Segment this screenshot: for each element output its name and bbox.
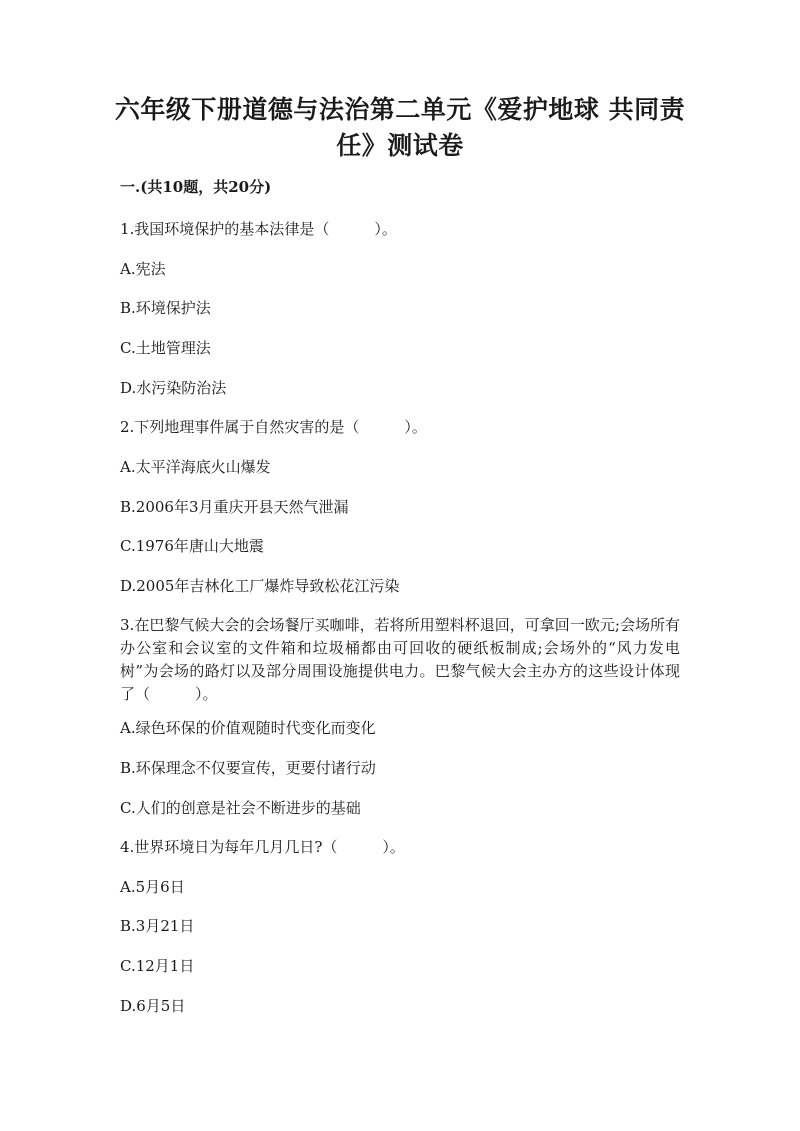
question-1-option-d: D.水污染防治法: [120, 379, 227, 397]
question-3-option-c: C.人们的创意是社会不断进步的基础: [120, 799, 361, 817]
question-4-option-a: A.5月6日: [120, 878, 185, 896]
section-heading: 一.(共10题，共20分): [120, 178, 272, 196]
question-3-option-b: B.环保理念不仅要宣传，更要付诸行动: [120, 759, 376, 777]
question-4-stem: 4.世界环境日为每年几月几日?（ ）。: [120, 838, 405, 856]
question-2-stem: 2.下列地理事件属于自然灾害的是（ ）。: [120, 418, 427, 436]
question-2-option-a: A.太平洋海底火山爆发: [120, 458, 271, 476]
question-4-option-b: B.3月21日: [120, 917, 195, 935]
question-4-option-c: C.12月1日: [120, 957, 195, 975]
question-1-option-b: B.环境保护法: [120, 299, 211, 317]
question-3-option-a: A.绿色环保的价值观随时代变化而变化: [120, 719, 376, 737]
question-4-option-d: D.6月5日: [120, 997, 186, 1015]
question-1-stem: 1.我国环境保护的基本法律是（ ）。: [120, 220, 397, 238]
question-2-option-d: D.2005年吉林化工厂爆炸导致松花江污染: [120, 577, 400, 595]
question-2-option-b: B.2006年3月重庆开县天然气泄漏: [120, 498, 349, 516]
question-1-option-a: A.宪法: [120, 260, 166, 278]
question-2-option-c: C.1976年唐山大地震: [120, 537, 264, 555]
page-title: 六年级下册道德与法治第二单元《爱护地球 共同责任》测试卷: [114, 95, 686, 160]
question-1-option-c: C.土地管理法: [120, 339, 211, 357]
question-3-stem: 3.在巴黎气候大会的会场餐厅买咖啡，若将所用塑料杯退回，可拿回一欧元;会场所有办公室和会议室的文件箱和垃圾桶都由可回收的硬纸板制成;会场外的“风力发电树”为会场的路灯以及部分周围设施提供电力。巴黎气候大会主办方的这些设计体现了（ ）。: [120, 616, 680, 703]
